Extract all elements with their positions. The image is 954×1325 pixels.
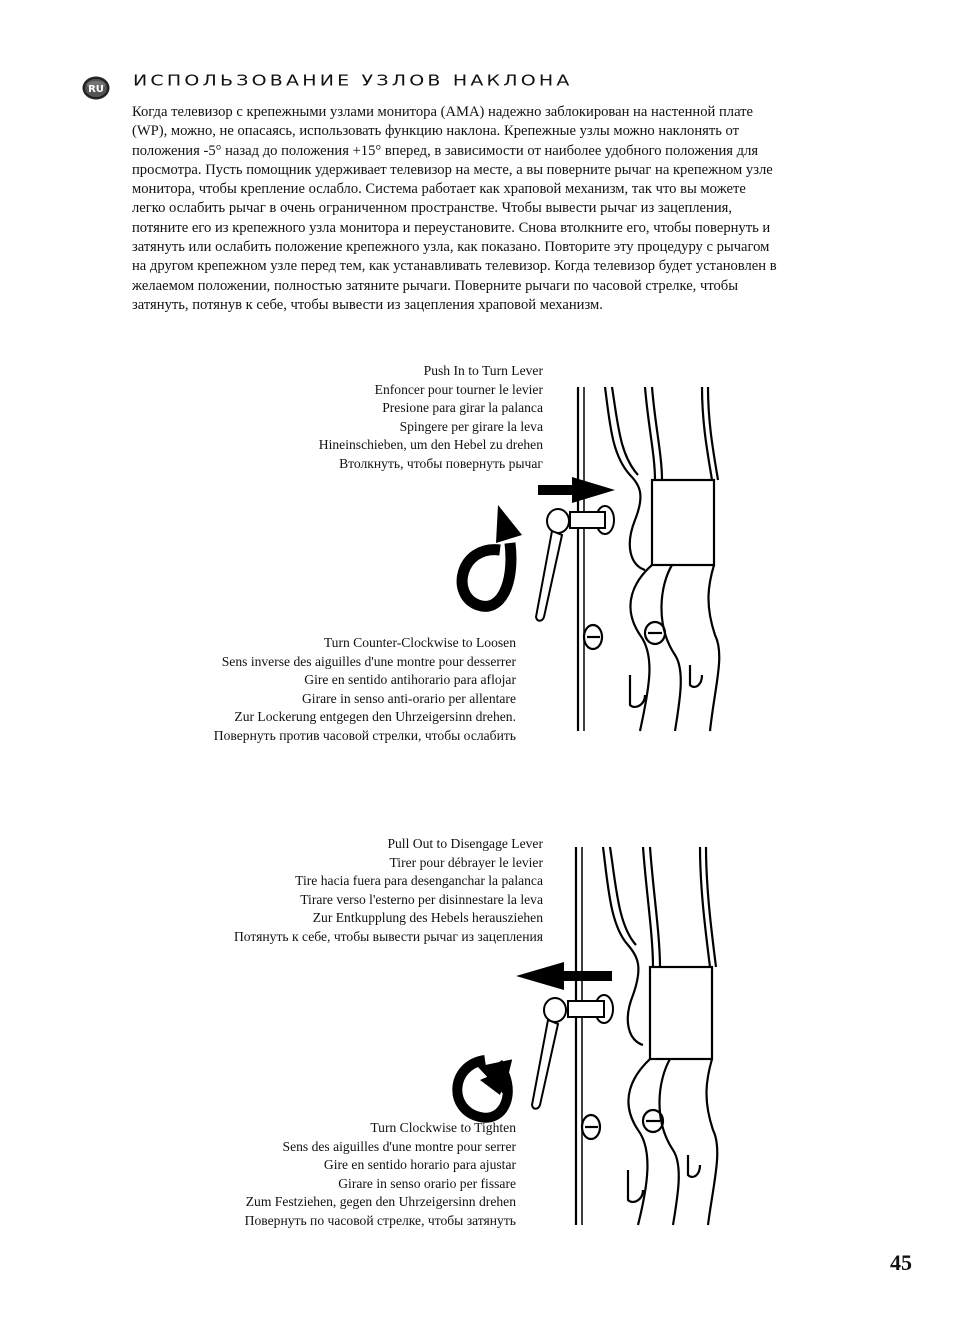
body-line: желаемом положении, полностью затяните рычаги. Поверните рычаги по часовой стрелке, чтобы bbox=[132, 277, 739, 294]
counter-clockwise-arrow-icon bbox=[462, 505, 522, 606]
body-paragraph bbox=[132, 103, 884, 315]
caption-line: Push In to Turn Lever bbox=[423, 363, 543, 378]
caption-line: Tirer pour débrayer le levier bbox=[389, 854, 543, 870]
clockwise-arrow-icon bbox=[457, 1055, 522, 1118]
pull-out-arrow-icon bbox=[516, 962, 612, 990]
body-line: Когда телевизор с крепежными узлами монитора (AMA) надежно заблокирован на настенной плате bbox=[132, 104, 754, 120]
body-line: просмотра. Пусть помощник удерживает телевизор на месте, а вы поверните рычаг на крепежном узле bbox=[132, 161, 773, 178]
language-badge bbox=[82, 76, 110, 100]
caption-line: Gire en sentido horario para ajustar bbox=[323, 1157, 516, 1172]
caption-line: Sens inverse des aiguilles d'une montre pour desserrer bbox=[221, 653, 516, 669]
caption-tighten bbox=[245, 1119, 516, 1230]
caption-line: Turn Clockwise to Tighten bbox=[370, 1120, 516, 1135]
page-number: 45 bbox=[890, 1250, 912, 1275]
caption-line: Gire en sentido antihorario para aflojar bbox=[304, 672, 516, 687]
caption-line: Hineinschieben, um den Hebel zu drehen bbox=[318, 437, 543, 452]
caption-line: Втолкнуть, чтобы повернуть рычаг bbox=[339, 455, 543, 471]
section-title: ИСПОЛЬЗОВАНИЕ УЗЛОВ НАКЛОНА bbox=[133, 72, 573, 90]
body-line: монитора, чтобы крепление ослабло. Система работает как храповой механизм, так что вы можете bbox=[132, 181, 746, 198]
language-badge-label: RU bbox=[88, 84, 104, 95]
caption-line: Spingere per girare la leva bbox=[399, 418, 543, 434]
caption-line: Tire hacia fuera para desenganchar la palanca bbox=[295, 873, 543, 888]
body-line: легко ослабить рычаг в очень ограниченном пространстве. Чтобы вывести рычаг из зацепления, bbox=[132, 200, 732, 217]
caption-line: Pull Out to Disengage Lever bbox=[387, 836, 543, 851]
caption-line: Sens des aiguilles d'une montre pour serrer bbox=[282, 1138, 516, 1154]
push-in-arrow-icon bbox=[538, 477, 615, 503]
caption-line: Потянуть к себе, чтобы вывести рычаг из зацепления bbox=[233, 928, 543, 944]
caption-line: Presione para girar la palanca bbox=[382, 400, 543, 415]
body-line: положения -5° назад до положения +15° вперед, в зависимости от наиболее удобного положения для bbox=[132, 142, 759, 159]
caption-loosen bbox=[214, 634, 516, 745]
caption-line: Повернуть по часовой стрелке, чтобы затянуть bbox=[244, 1212, 516, 1228]
body-line: затянуть, потянув к себе, чтобы вывести из зацепления храповой механизм. bbox=[132, 296, 603, 313]
body-line: затянуть или ослабить положение крепежного узла, как показано. Повторите эту процедуру с рычагом bbox=[132, 239, 770, 256]
caption-line: Повернуть против часовой стрелки, чтобы ослабить bbox=[213, 727, 516, 743]
body-line: потяните его из крепежного узла монитора и переустановите. Снова втолкните его, чтобы повернуть и bbox=[132, 219, 771, 236]
caption-line: Enfoncer pour tourner le levier bbox=[374, 381, 543, 397]
caption-line: Tirare verso l'esterno per disinnestare la leva bbox=[300, 891, 543, 907]
caption-line: Girare in senso orario per fissare bbox=[338, 1175, 516, 1191]
body-line: (WP), можно, не опасаясь, использовать функцию наклона. Крепежные узлы можно наклонять от bbox=[132, 123, 740, 140]
caption-line: Girare in senso anti-orario per allentare bbox=[301, 690, 516, 706]
body-line: на другом крепежном узле перед тем, как устанавливать телевизор. Когда телевизор будет установлен в bbox=[132, 258, 777, 275]
caption-line: Zur Entkupplung des Hebels herausziehen bbox=[312, 910, 543, 925]
caption-line: Zum Festziehen, gegen den Uhrzeigersinn drehen bbox=[245, 1194, 516, 1209]
caption-line: Turn Counter-Clockwise to Loosen bbox=[323, 635, 516, 650]
caption-line: Zur Lockerung entgegen den Uhrzeigersinn drehen. bbox=[234, 709, 516, 724]
